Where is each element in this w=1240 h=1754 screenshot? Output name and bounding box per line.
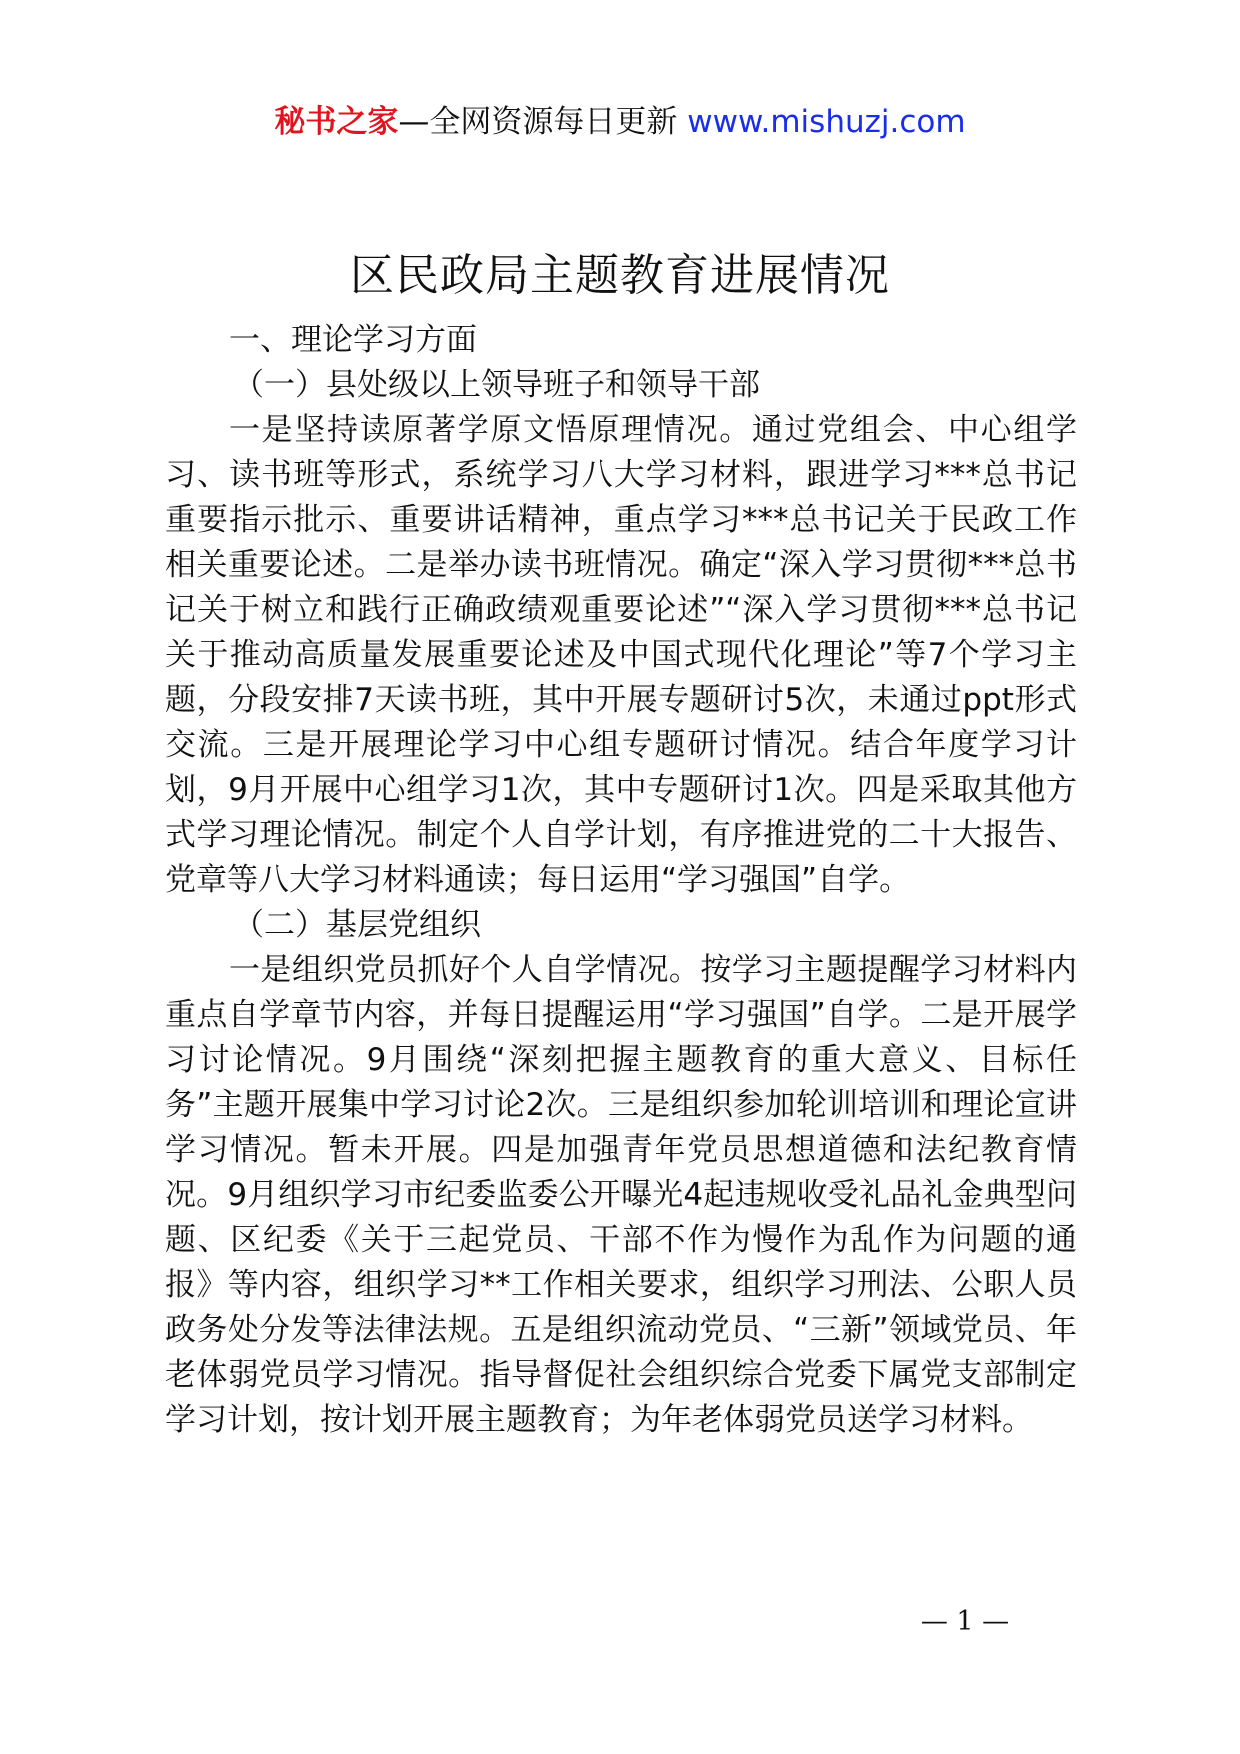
banner-brand: 秘书之家 — [274, 104, 399, 140]
section-heading-theory-study: 一、理论学习方面 — [229, 322, 477, 358]
banner-url-link[interactable]: www.mishuzj.com — [687, 104, 966, 140]
banner-slogan: —全网资源每日更新 — [398, 104, 678, 140]
page-number: — 1 — — [920, 1606, 1010, 1637]
document-title: 区民政局主题教育进展情况 — [350, 250, 890, 301]
subsection-heading-leadership: （一）县处级以上领导班子和领导干部 — [233, 367, 760, 403]
subsection-heading-grassroots: （二）基层党组织 — [233, 907, 481, 943]
paragraph-leadership-study: 一是坚持读原著学原文悟原理情况。通过党组会、中心组学习、读书班等形式，系统学习八大学习材料，跟进学习***总书记重要指示批示、重要讲话精神，重点学习***总书记关于民政工作相关重要论述。二是举办读书班情况。确定“深入学习贯彻***总书记关于树立和践行正确政绩观重要论述”“深入学习贯彻***总书记关于推动高质量发展重要论述及中国式现代化理论”等7个学习主题，分段安排7天读书班，其中开展专题研讨5次，未通过ppt形式交流。三是开展理论学习中心组专题研讨情况。结合年度学习计划，9月开展中心组学习1次，其中专题研讨1次。四是采取其他方式学习理论情况。制定个人自学计划，有序推进党的二十大报告、党章等八大学习材料通读；每日运用“学习强国”自学。 — [165, 412, 1077, 898]
document-body — [165, 318, 1077, 1443]
site-banner — [0, 100, 1240, 144]
paragraph-grassroots-study: 一是组织党员抓好个人自学情况。按学习主题提醒学习材料内重点自学章节内容，并每日提醒运用“学习强国”自学。二是开展学习讨论情况。9月围绕“深刻把握主题教育的重大意义、目标任务”主题开展集中学习讨论2次。三是组织参加轮训培训和理论宣讲学习情况。暂未开展。四是加强青年党员思想道德和法纪教育情况。9月组织学习市纪委监委公开曝光4起违规收受礼品礼金典型问题、区纪委《关于三起党员、干部不作为慢作为乱作为问题的通报》等内容，组织学习**工作相关要求，组织学习刑法、公职人员政务处分发等法律法规。五是组织流动党员、“三新”领域党员、年老体弱党员学习情况。指导督促社会组织综合党委下属党支部制定学习计划，按计划开展主题教育；为年老体弱党员送学习材料。 — [165, 952, 1077, 1438]
